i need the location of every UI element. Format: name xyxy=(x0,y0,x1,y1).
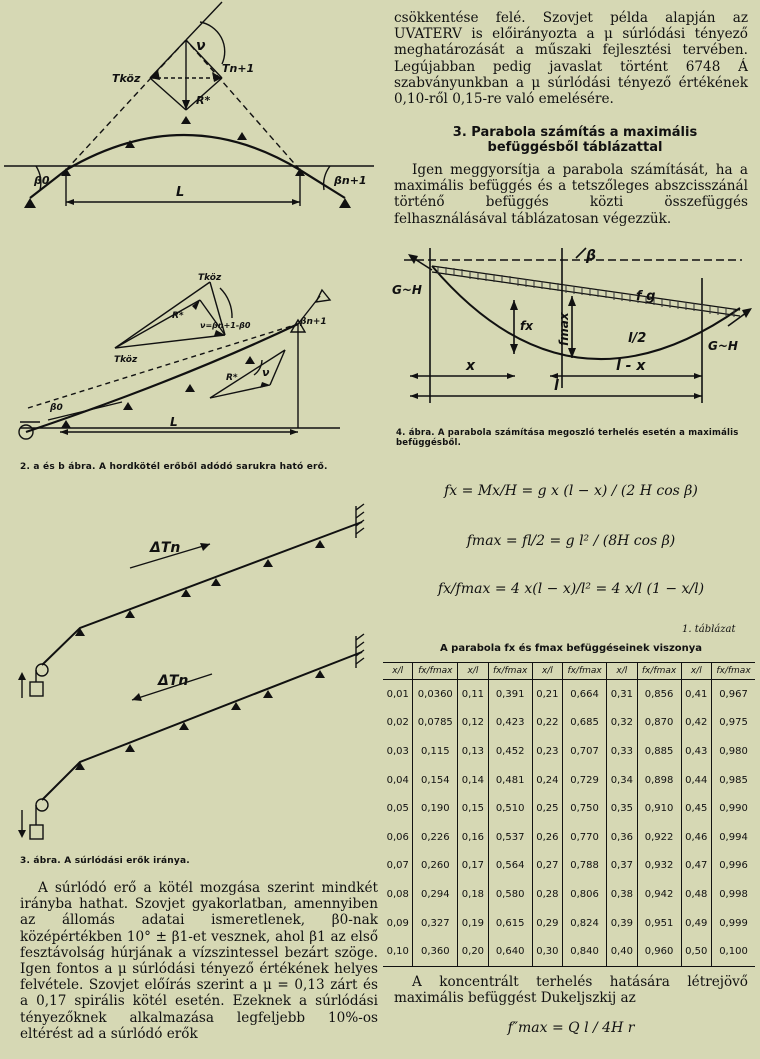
fig4-label-fx: fx xyxy=(520,319,533,333)
table-cell: 0,115 xyxy=(413,737,458,766)
table-header-cell: fx/fmax xyxy=(637,663,681,680)
table-row xyxy=(383,766,755,795)
table-cell: 0,50 xyxy=(681,937,711,966)
figure-2-caption: 2. a és b ábra. A hordkötél erőből adódó sarukra ható erő. xyxy=(20,462,328,472)
table-row xyxy=(383,852,755,881)
right-paragraph-2-text: Igen meggyorsítja a parabola számítását, ha a maximális befüggés és a tetszőleges abszcisszánál történő befüggés közti összefüggés felhasználásával táblázatosan végezzük. xyxy=(394,162,748,227)
fig2a-label-tn: Tn+1 xyxy=(222,62,255,75)
table-cell: 0,537 xyxy=(488,823,532,852)
table-cell: 0,100 xyxy=(712,937,755,966)
fig4-label-fmax: fmax xyxy=(557,312,571,346)
table-cell: 0,685 xyxy=(563,709,607,738)
table-row xyxy=(383,880,755,909)
table-label: 1. táblázat xyxy=(682,624,736,635)
fig2a-label-beta0: β0 xyxy=(34,174,50,187)
table-cell: 0,12 xyxy=(458,709,488,738)
table-cell: 0,33 xyxy=(607,737,637,766)
fig2b-label-tkoz-left: Tköz xyxy=(114,355,138,365)
fig2a-label-l: L xyxy=(176,185,185,200)
table-cell: 0,32 xyxy=(607,709,637,738)
figure-4-caption: 4. ábra. A parabola számítása megoszló terhelés esetén a maximális befüggésből. xyxy=(396,428,739,448)
figure-3-caption: 3. ábra. A súrlódási erők iránya. xyxy=(20,856,190,866)
formula-fmax: fmax = fl/2 = g l² / (8H cos β) xyxy=(466,533,676,549)
fig4-label-x: x xyxy=(466,358,476,374)
table-cell: 0,43 xyxy=(681,737,711,766)
table-cell: 0,02 xyxy=(386,717,409,729)
table-cell: 0,452 xyxy=(488,737,532,766)
table-cell: 0,48 xyxy=(681,880,711,909)
table-cell: 0,898 xyxy=(637,766,681,795)
fig2b-label-tkoz-top: Tköz xyxy=(198,273,222,283)
fig2a-label-nu: ν xyxy=(196,38,206,54)
table-cell: 0,260 xyxy=(413,852,458,881)
table-cell: 0,41 xyxy=(681,680,711,709)
table-cell: 0,36 xyxy=(607,823,637,852)
right-paragraph-2 xyxy=(394,162,748,227)
table-cell: 0,46 xyxy=(681,823,711,852)
fig2a-label-tkoz: Tköz xyxy=(112,72,141,85)
table-cell: 0,42 xyxy=(681,709,711,738)
right-paragraph-3-text: A koncentrált terhelés hatására létrejövő maximális befüggést Dukeljszkij az xyxy=(394,974,748,1007)
table-cell: 0,45 xyxy=(681,794,711,823)
table-cell: 0,31 xyxy=(607,680,637,709)
table-cell: 0,564 xyxy=(488,852,532,881)
table-cell: 0,327 xyxy=(413,909,458,938)
table-cell: 0,990 xyxy=(712,794,755,823)
table-cell: 0,01 xyxy=(386,688,409,700)
table-cell: 0,640 xyxy=(488,937,532,966)
formula-concentrated: f″max = Q l / 4H r xyxy=(507,1020,635,1036)
table-header-cell: x/l xyxy=(532,663,562,680)
table-header-cell: x/l xyxy=(607,663,637,680)
table-cell: 0,09 xyxy=(386,917,409,929)
fig4-label-beta: β xyxy=(586,248,597,264)
left-paragraph xyxy=(20,880,378,1042)
table-cell: 0,26 xyxy=(532,823,562,852)
table-cell: 0,11 xyxy=(458,680,488,709)
fig4-label-lx: l - x xyxy=(616,358,646,374)
table-cell: 0,22 xyxy=(532,709,562,738)
table-cell: 0,154 xyxy=(413,766,458,795)
right-paragraph-1 xyxy=(394,10,748,107)
table-header-row xyxy=(383,663,755,680)
table-row xyxy=(383,737,755,766)
table-cell: 0,20 xyxy=(458,937,488,966)
fig2b-label-beta0: β0 xyxy=(50,403,63,413)
table-cell: 0,24 xyxy=(532,766,562,795)
figure-2b xyxy=(0,260,380,465)
table-header-cell: fx/fmax xyxy=(413,663,458,680)
table-cell: 0,996 xyxy=(712,852,755,881)
table-cell: 0,294 xyxy=(413,880,458,909)
table-cell: 0,942 xyxy=(637,880,681,909)
table-title: A parabola fx és fmax befüggéseinek viszonya xyxy=(439,643,703,654)
table-cell: 0,824 xyxy=(563,909,607,938)
table-cell: 0,07 xyxy=(386,860,409,872)
table-cell: 0,856 xyxy=(637,680,681,709)
table-cell: 0,14 xyxy=(458,766,488,795)
figure-3 xyxy=(0,500,380,850)
table-cell: 0,13 xyxy=(458,737,488,766)
table-cell: 0,840 xyxy=(563,937,607,966)
table-cell: 0,932 xyxy=(637,852,681,881)
table-row xyxy=(383,680,755,709)
fig2b-label-nu: ν xyxy=(262,366,270,379)
table-cell: 0,0785 xyxy=(413,709,458,738)
table-cell: 0,770 xyxy=(563,823,607,852)
table-cell: 0,998 xyxy=(712,880,755,909)
table-header-cell: fx/fmax xyxy=(712,663,755,680)
table-cell: 0,29 xyxy=(532,909,562,938)
fig2a-label-r: R* xyxy=(196,94,211,107)
table-cell: 0,35 xyxy=(607,794,637,823)
table-cell: 0,994 xyxy=(712,823,755,852)
table-cell: 0,580 xyxy=(488,880,532,909)
fig2b-label-r1: R* xyxy=(172,311,184,321)
table-cell: 0,08 xyxy=(386,888,409,900)
table-cell: 0,985 xyxy=(712,766,755,795)
table-cell: 0,39 xyxy=(607,909,637,938)
table-cell: 0,980 xyxy=(712,737,755,766)
table-cell: 0,967 xyxy=(712,680,755,709)
fig2a-label-betan: βn+1 xyxy=(334,174,367,187)
table-cell: 0,10 xyxy=(383,937,413,966)
table-cell: 0,19 xyxy=(458,909,488,938)
table-cell: 0,03 xyxy=(386,745,409,757)
table-cell: 0,04 xyxy=(386,774,409,786)
left-paragraph-text: A súrlódó erő a kötél mozgása szerint mindkét irányba hathat. Szovjet gyakorlatban, amennyiben az állomás adatai ismeretlenek, β0-nak középértékben 10° ± β1-et vesznek, ahol β1 az első fesztávolság húrjának a vízszintessel bezárt szöge. Igen fontos a μ súrlódási tényező értékének helyes felvétele. Szovjet előírás szerint a μ = 0,13 zárt és a 0,17 spirális kötél esetén. Ezeknek a súrlódási tényezőknek alkalmazása legfeljebb 10%-os eltérést ad a súrlódó erők xyxy=(20,880,378,1042)
table-cell: 0,47 xyxy=(681,852,711,881)
table-cell: 0,27 xyxy=(532,852,562,881)
table-cell: 0,30 xyxy=(532,937,562,966)
fig3-label-tn-upper: ΔTn xyxy=(150,540,181,556)
fig2b-label-l: L xyxy=(170,415,178,429)
table-cell: 0,16 xyxy=(458,823,488,852)
table-cell: 0,788 xyxy=(563,852,607,881)
fig4-label-gh-left: G~H xyxy=(392,283,422,297)
table-cell: 0,870 xyxy=(637,709,681,738)
right-paragraph-3 xyxy=(394,974,748,1006)
formula-ratio: fx/fmax = 4 x(l − x)/l² = 4 x/l (1 − x/l) xyxy=(437,581,705,597)
fig2b-label-nu-formula: ν=βn+1-β0 xyxy=(200,321,251,330)
table-cell: 0,25 xyxy=(532,794,562,823)
table-cell: 0,23 xyxy=(532,737,562,766)
formula-fx: fx = Mx/H = g x (l − x) / (2 H cos β) xyxy=(444,483,698,499)
fig4-label-gh-right: G~H xyxy=(708,339,738,353)
table-cell: 0,615 xyxy=(488,909,532,938)
section-heading: 3. Parabola számítás a maximális befüggésből táblázattal xyxy=(452,125,698,155)
fig2b-label-r2: R* xyxy=(226,373,238,383)
table-row xyxy=(383,909,755,938)
right-paragraph-1-text: csökkentése felé. Szovjet példa alapján az UVATERV is előirányozta a μ súrlódási tényező meghatározását a műszaki fejlesztési tervében. Legújabban pedig javaslat történt 6748 Á szabványunkban a μ súrlódási tényező értékének 0,10-ről 0,15-re való emelésére. xyxy=(394,10,748,108)
table-cell: 0,960 xyxy=(637,937,681,966)
table-cell: 0,06 xyxy=(386,831,409,843)
table-cell: 0,38 xyxy=(607,880,637,909)
table-cell: 0,226 xyxy=(413,823,458,852)
table-cell: 0,21 xyxy=(532,680,562,709)
table-cell: 0,391 xyxy=(488,680,532,709)
table-cell: 0,49 xyxy=(681,909,711,938)
table-row xyxy=(383,823,755,852)
table-cell: 0,37 xyxy=(607,852,637,881)
fig3-label-tn-lower: ΔTn xyxy=(158,673,189,689)
table-cell: 0,40 xyxy=(607,937,637,966)
table-cell: 0,951 xyxy=(637,909,681,938)
table-cell: 0,34 xyxy=(607,766,637,795)
fig4-label-l: l xyxy=(554,378,559,394)
table-cell: 0,664 xyxy=(563,680,607,709)
table-cell: 0,190 xyxy=(413,794,458,823)
table-cell: 0,423 xyxy=(488,709,532,738)
table-header-cell: fx/fmax xyxy=(488,663,532,680)
table-cell: 0,922 xyxy=(637,823,681,852)
table-cell: 0,750 xyxy=(563,794,607,823)
table-cell: 0,15 xyxy=(458,794,488,823)
table-cell: 0,360 xyxy=(413,937,458,966)
table-row xyxy=(383,709,755,738)
table-cell: 0,17 xyxy=(458,852,488,881)
table-row xyxy=(383,794,755,823)
fig4-label-half: l/2 xyxy=(628,331,647,346)
table-cell: 0,481 xyxy=(488,766,532,795)
table-cell: 0,729 xyxy=(563,766,607,795)
table-cell: 0,18 xyxy=(458,880,488,909)
table-cell: 0,28 xyxy=(532,880,562,909)
table-header-cell: x/l xyxy=(681,663,711,680)
fig4-label-fg: f g xyxy=(636,289,656,304)
table-header-cell: fx/fmax xyxy=(563,663,607,680)
table-cell: 0,975 xyxy=(712,709,755,738)
table-row xyxy=(383,937,755,966)
table-cell: 0,707 xyxy=(563,737,607,766)
table-header-cell: x/l xyxy=(458,663,488,680)
table-cell: 0,44 xyxy=(681,766,711,795)
data-table xyxy=(383,662,755,967)
table-header-cell: x/l xyxy=(383,663,413,680)
figure-4 xyxy=(390,238,758,423)
table-cell: 0,806 xyxy=(563,880,607,909)
table-cell: 0,510 xyxy=(488,794,532,823)
table-cell: 0,999 xyxy=(712,909,755,938)
table-cell: 0,885 xyxy=(637,737,681,766)
table-cell: 0,910 xyxy=(637,794,681,823)
table-cell: 0,05 xyxy=(386,803,409,815)
figure-2a xyxy=(0,0,380,215)
fig2b-label-betan: βn+1 xyxy=(300,317,327,327)
table-cell: 0,0360 xyxy=(413,680,458,709)
